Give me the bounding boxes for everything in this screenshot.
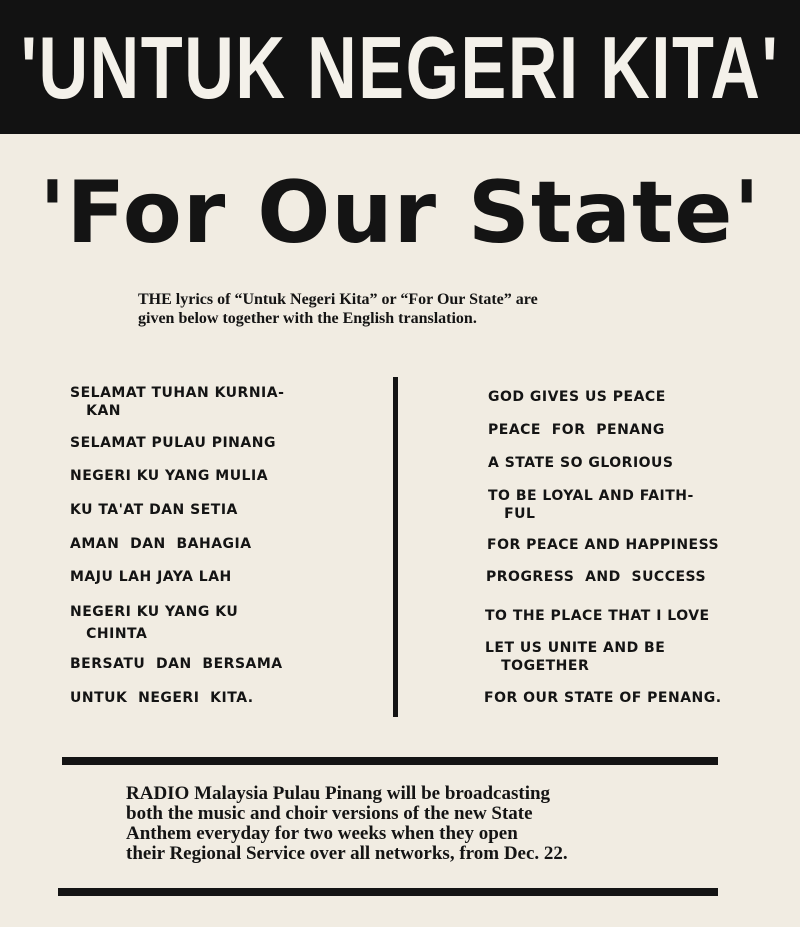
lyric-line-english: FOR PEACE AND HAPPINESS bbox=[487, 537, 720, 553]
notice-line: both the music and choir versions of the new State bbox=[126, 803, 533, 824]
lyric-line-english: LET US UNITE AND BE TOGETHER bbox=[485, 640, 666, 674]
lyric-line-malay: BERSATU DAN BERSAMA bbox=[70, 656, 283, 672]
lyric-line-malay: AMAN DAN BAHAGIA bbox=[70, 536, 252, 552]
divider-rule-top bbox=[62, 757, 718, 765]
headline: 'For Our State' bbox=[39, 163, 761, 263]
lyric-line-malay: SELAMAT TUHAN KURNIA- KAN bbox=[70, 385, 285, 419]
lyric-line-malay: SELAMAT PULAU PINANG bbox=[70, 435, 276, 451]
intro-line: THE lyrics of “Untuk Negeri Kita” or “For Our State” are bbox=[138, 291, 538, 308]
intro-line: given below together with the English translation. bbox=[138, 310, 477, 327]
title-banner bbox=[0, 0, 800, 134]
notice-line: their Regional Service over all networks, from Dec. 22. bbox=[126, 843, 568, 864]
lyric-line-english: TO BE LOYAL AND FAITH- FUL bbox=[488, 488, 694, 522]
lyric-line-malay: KU TA'AT DAN SETIA bbox=[70, 502, 238, 518]
banner-title: 'UNTUK NEGERI KITA' bbox=[20, 18, 780, 117]
lyric-line-malay: NEGERI KU YANG KU CHINTA bbox=[70, 604, 239, 642]
column-divider bbox=[393, 377, 398, 717]
lyric-line-english: A STATE SO GLORIOUS bbox=[488, 455, 674, 471]
lyric-line-english: PEACE FOR PENANG bbox=[488, 422, 665, 438]
lyric-line-english: FOR OUR STATE OF PENANG. bbox=[484, 690, 722, 706]
notice-line: Anthem everyday for two weeks when they open bbox=[126, 823, 518, 844]
intro-paragraph bbox=[138, 290, 678, 328]
lyric-line-english: TO THE PLACE THAT I LOVE bbox=[485, 608, 710, 624]
lyric-line-english: PROGRESS AND SUCCESS bbox=[486, 569, 707, 585]
divider-rule-bottom bbox=[58, 888, 718, 896]
lyric-line-english: GOD GIVES US PEACE bbox=[488, 389, 666, 405]
notice-line: RADIO Malaysia Pulau Pinang will be broadcasting bbox=[126, 783, 551, 804]
lyric-line-malay: NEGERI KU YANG MULIA bbox=[70, 468, 269, 484]
lyric-line-malay: MAJU LAH JAYA LAH bbox=[70, 569, 232, 585]
lyric-line-malay: UNTUK NEGERI KITA. bbox=[70, 690, 254, 706]
broadcast-notice bbox=[126, 784, 654, 864]
